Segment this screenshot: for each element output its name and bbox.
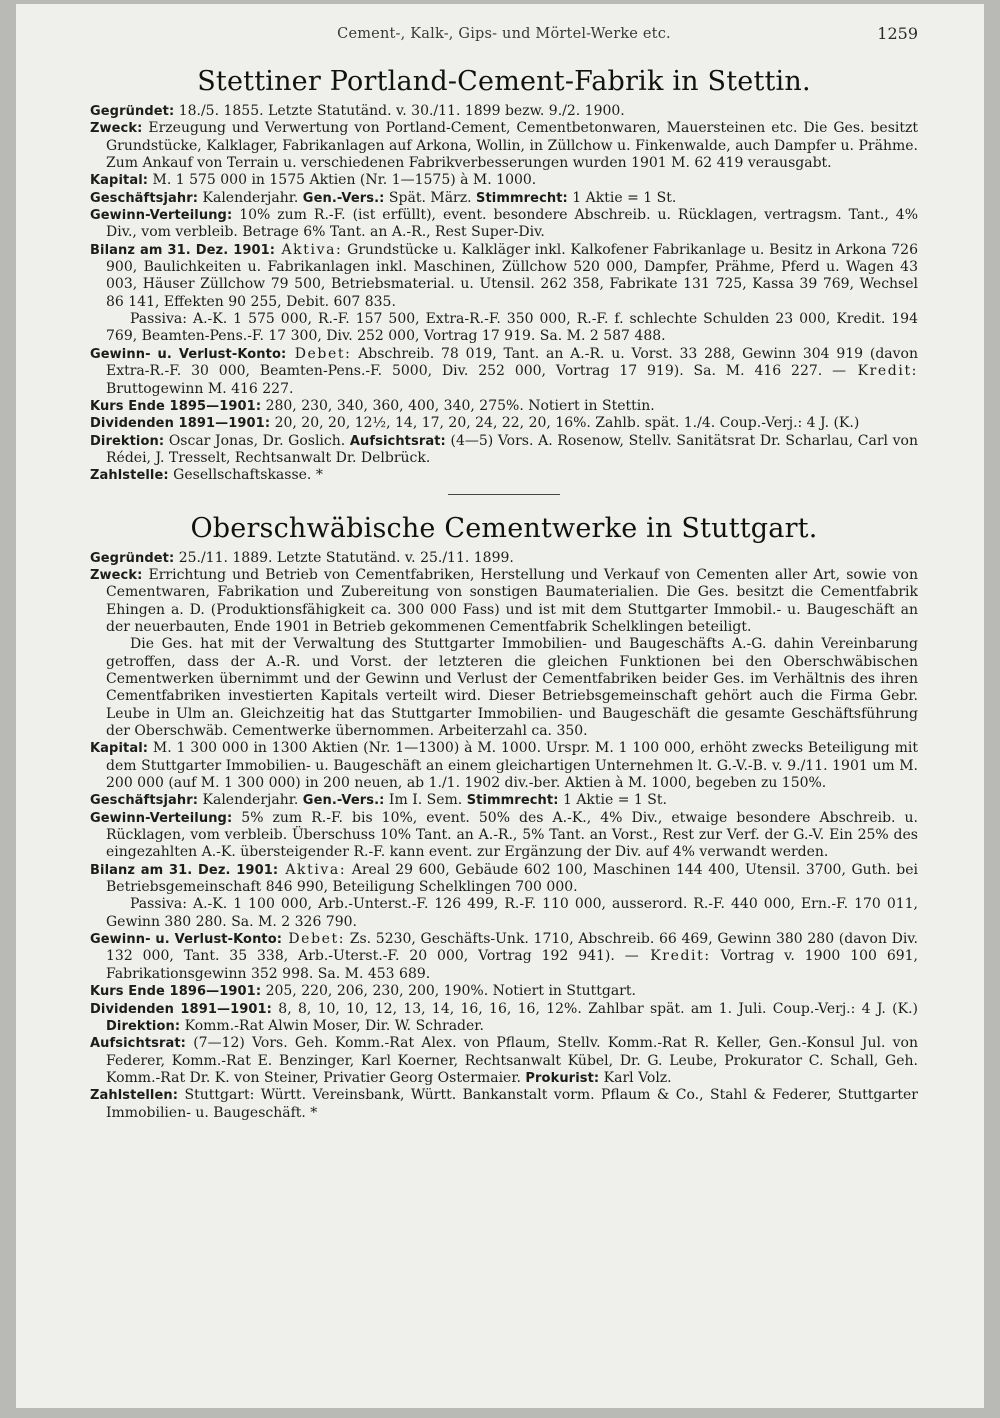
entry-text: Zs. 5230, Geschäfts-Unk. 1710, Abschreib. 66 469, Gewinn 380 280 (davon Div. 132 000, Tant. 35 338, Arb.-Uterst.-F. 20 000, Vortrag 192 941). —: [106, 931, 918, 965]
entry-text: Errichtung und Betrieb von Cementfabriken, Herstellung und Verkauf von Cementen aller Art, sowie von Cementwaren, Fabrikation und Zubereitung von sonstigen Baumaterialien. Die Ges. besitzt die Cementfabrik Ehingen a. D. (Produktionsfähigkeit ca. 300 000 Fass) und ist mit dem Stuttgarter Immobil.- u. Baugeschäft an der neuerbauten, Ende 1901 in Betrieb gekommenen Cementfabrik Schelklingen beteiligt.: [106, 566, 918, 635]
page-number: 1259: [877, 24, 918, 43]
entry-label: Stimmrecht:: [466, 793, 559, 809]
entry-label: Aufsichtsrat:: [90, 1036, 186, 1052]
entry-label: Gewinn- u. Verlust-Konto:: [90, 932, 283, 948]
continuation-entry: [90, 311, 918, 346]
entry-text: 205, 220, 206, 230, 200, 190%. Notiert in Stuttgart.: [261, 983, 636, 1000]
entry-text: 1 Aktie = 1 St.: [558, 792, 667, 809]
entry-item: [90, 242, 918, 311]
running-head: [90, 26, 918, 48]
entry-item: [90, 862, 918, 897]
entry-text: Kalenderjahr.: [198, 792, 303, 809]
entry-label: Stimmrecht:: [476, 190, 568, 206]
entry-label: Kurs Ende 1896—1901:: [90, 984, 262, 1000]
entry-item: [90, 103, 918, 120]
entry-label: Bilanz am 31. Dez. 1901:: [90, 242, 276, 258]
entry-item: [90, 567, 918, 636]
entry-label: Zahlstelle:: [90, 468, 169, 484]
entry-item: [90, 120, 918, 172]
running-title: Cement-, Kalk-, Gips- und Mörtel-Werke etc.: [337, 26, 671, 42]
entry-label: Geschäftsjahr:: [90, 793, 199, 809]
entry-label: Aufsichtsrat:: [349, 433, 446, 449]
entry-text: Kalenderjahr.: [198, 189, 303, 206]
spaced-label: Passiva:: [130, 896, 187, 913]
entry-label: Direktion:: [90, 433, 165, 449]
entry-item: [90, 190, 918, 207]
entry-item: [90, 792, 918, 809]
entry-item: [90, 172, 918, 189]
sections-container: [90, 66, 918, 1122]
entry-item: [90, 1001, 918, 1036]
entry-label: Gen.-Vers.:: [302, 793, 385, 809]
entry-label: Kurs Ende 1895—1901:: [90, 398, 262, 414]
entry-label: Kapital:: [90, 741, 149, 757]
entry-label: Zweck:: [90, 121, 143, 137]
entry-item: [90, 550, 918, 567]
entry-text: 25./11. 1889. Letzte Statutänd. v. 25./11. 1899.: [174, 549, 514, 566]
entry-label: Gegründet:: [90, 550, 175, 566]
entry-label: Kapital:: [90, 173, 149, 189]
entry-label: Gewinn-Verteilung:: [90, 208, 233, 224]
entry-label: Gegründet:: [90, 104, 175, 119]
entry-text: 18./5. 1855. Letzte Statutänd. v. 30./11. 1899 bezw. 9./2. 1900.: [174, 103, 625, 119]
company-heading: Oberschwäbische Cementwerke in Stuttgart.: [190, 512, 818, 544]
entry-text: 1 Aktie = 1 St.: [567, 189, 677, 206]
entry-item: [90, 346, 918, 398]
entry-text: Areal 29 600, Gebäude 602 100, Maschinen 144 400, Utensil. 3700, Guth. bei Betriebsgemeinschaft 846 990, Beteiligung Schelklingen 700 000.: [106, 861, 919, 896]
spaced-label: Debet:: [286, 345, 352, 362]
spaced-label: Aktiva:: [278, 861, 347, 878]
entry-item: [90, 467, 918, 484]
entry-text: A.-K. 1 575 000, R.-F. 157 500, Extra-R.-F. 350 000, R.-F. f. schlechte Schulden 23 000, Kredit. 194 769, Beamten-Pens.-F. 17 300, Div. 252 000, Vortrag 17 919. Sa. M. 2 587 488.: [106, 311, 918, 345]
entry-item: [90, 433, 918, 468]
entry-item: [90, 1035, 918, 1087]
entry-label: Gewinn-Verteilung:: [90, 810, 233, 826]
entry-text: M. 1 300 000 in 1300 Aktien (Nr. 1—1300) à M. 1000. Urspr. M. 1 100 000, erhöht zwecks Beteiligung mit dem Stuttgarter Immobilien- u. Baugeschäft an einem gleichartigen Unternehmen lt. G.-V.-B. v. 9./11. 1901 um M. 200 000 (auf M. 1 300 000) in 200 neuen, ab 1./1. 1902 div.-ber. Aktien à M. 1000, begeben zu 150%.: [106, 740, 918, 792]
spaced-label: Aktiva:: [275, 241, 343, 258]
entry-text: Komm.-Rat Alwin Moser, Dir. W. Schrader.: [180, 1017, 484, 1034]
entry-item: [90, 983, 918, 1000]
entry-label: Zahlstellen:: [90, 1088, 179, 1104]
document-page: [16, 4, 984, 1408]
entry-item: [90, 207, 918, 242]
entry-item: [90, 415, 918, 432]
entry-text: Gesellschaftskasse. *: [168, 467, 323, 484]
section-divider: [448, 494, 560, 495]
entry-label: Dividenden 1891—1901:: [90, 416, 271, 432]
entry-text: (7—12) Vors. Geh. Komm.-Rat Alex. von Pflaum, Stellv. Komm.-Rat R. Keller, Gen.-Konsul Jul. von Federer, Komm.-Rat E. Benzinger, Karl Koerner, Rechtsanwalt Kübel, Dr. G. Leube, Prokurator C. Schall, Geh. Komm.-Rat Dr. K. von Steiner, Privatier Georg Ostermaier.: [106, 1035, 918, 1086]
spaced-label: Passiva:: [130, 311, 187, 328]
entry-label: Gewinn- u. Verlust-Konto:: [90, 346, 287, 362]
paragraph-text: Die Ges. hat mit der Verwaltung des Stuttgarter Immobilien- und Baugeschäfts A.-G. dahin Vereinbarung getroffen, dass der A.-R. und Vorst. der letzteren die gleichen Funktionen bei den Oberschwäbischen Cementwerken übernimmt und der Gewinn und Verlust der Cementfabriken beider Ges. im Verhältnis des ihren Cementfabriken investierten Kapitals verteilt wird. Dieser Betriebsgemeinschaft gehört auch die Firma Gebr. Leube in Ulm an. Gleichzeitig hat das Stuttgarter Immobilien- und Baugeschäft die gesamte Geschäftsführung der Oberschwäb. Cementwerke übernommen. Arbeiterzahl ca. 350.: [106, 636, 918, 739]
entry-text: Karl Volz.: [599, 1069, 672, 1086]
entry-text: 10% zum R.-F. (ist erfüllt), event. besondere Abschreib. u. Rücklagen, vertragsm. Tant., 4% Div., vom verbleib. Betrage 6% Tant. an A.-R., Rest Super-Div.: [106, 207, 918, 241]
entry-text: Grundstücke u. Kalkläger inkl. Kalkofener Fabrikanlage u. Besitz in Arkona 726 900, Baulichkeiten u. Fabrikanlagen inkl. Maschinen, Züllchow 520 000, Dampfer, Prähme, Pferd u. Wagen 43 003, Häuser Züllchow 79 500, Betriebsmaterial. u. Utensil. 262 358, Fabrikate 131 725, Kassa 39 769, Wechsel 86 141, Effekten 90 255, Debit. 607 835.: [106, 241, 918, 310]
entry-text: Abschreib. 78 019, Tant. an A.-R. u. Vorst. 33 288, Gewinn 304 919 (davon Extra-R.-F. 30 000, Beamten-Pens.-F. 5000, Div. 252 000, Vortrag 17 919). Sa. M. 416 227. —: [106, 345, 918, 380]
entry-text: 20, 20, 20, 12½, 14, 17, 20, 24, 22, 20, 16%. Zahlb. spät. 1./4. Coup.-Verj.: 4 J. (K.): [270, 415, 860, 432]
spaced-label: Kredit:: [846, 363, 918, 380]
entry-label: Bilanz am 31. Dez. 1901:: [90, 862, 279, 878]
continuation-entry: [90, 896, 918, 931]
entry-text: Erzeugung und Verwertung von Portland-Cement, Cementbetonwaren, Mauersteinen etc. Die Ges. besitzt Grundstücke, Kalklager, Fabrikanlagen auf Arkona, Wollin, in Züllchow u. Finkenwalde, auch Dampfer u. Prähme. Zum Ankauf von Terrain u. verschiedenen Fabrikverbesserungen wurden 1901 M. 62 419 verausgabt.: [106, 120, 918, 172]
entry-label: Prokurist:: [525, 1070, 600, 1086]
entry-label: Geschäftsjahr:: [90, 190, 199, 206]
entry-item: [90, 740, 918, 792]
entry-text: 280, 230, 340, 360, 400, 340, 275%. Notiert in Stettin.: [261, 397, 655, 414]
entry-item: [90, 931, 918, 983]
body-paragraph: [90, 636, 918, 740]
entry-item: [90, 810, 918, 862]
entry-label: Direktion:: [106, 1018, 181, 1034]
entry-label: Zweck:: [90, 567, 143, 583]
entry-text: A.-K. 1 100 000, Arb.-Unterst.-F. 126 499, R.-F. 110 000, ausserord. R.-F. 440 000, Ern.-F. 170 011, Gewinn 380 280. Sa. M. 2 326 790.: [106, 896, 918, 930]
entry-item: [90, 1087, 918, 1122]
entry-text: Vortrag v. 1900 100 691, Fabrikationsgewinn 352 998. Sa. M. 453 689.: [106, 948, 918, 982]
entry-text: Im I. Sem.: [384, 792, 467, 809]
entry-text: M. 1 575 000 in 1575 Aktien (Nr. 1—1575) à M. 1000.: [148, 172, 537, 189]
entry-text: Spät. März.: [384, 189, 477, 206]
entry-text: Oscar Jonas, Dr. Goslich.: [164, 432, 350, 449]
spaced-label: Kredit:: [638, 948, 711, 965]
entry-item: [90, 398, 918, 415]
entry-text: Bruttogewinn M. 416 227.: [106, 380, 294, 397]
entry-label: Gen.-Vers.:: [302, 190, 385, 206]
entry-text: 5% zum R.-F. bis 10%, event. 50% des A.-K., 4% Div., etwaige besondere Abschreib. u. Rücklagen, vom verbleib. Überschuss 10% Tant. an A.-R., 5% Tant. an Vorst., Rest zur Verf. der G.-V. Ein 25% des eingezahlten A.-K. übersteigender R.-F. kann event. zur Ergänzung der Div. auf 4% verwandt werden.: [106, 809, 918, 861]
company-heading: Stettiner Portland-Cement-Fabrik in Stettin.: [197, 66, 811, 97]
entry-label: Dividenden 1891—1901:: [90, 1001, 272, 1017]
entry-text: Stuttgart: Württ. Vereinsbank, Württ. Bankanstalt vorm. Pflaum & Co., Stahl & Federer, Stuttgarter Immobilien- u. Baugeschäft. *: [106, 1087, 918, 1121]
entry-text: (4—5) Vors. A. Rosenow, Stellv. Sanitätsrat Dr. Scharlau, Carl von Rédei, J. Tresselt, Rechtsanwalt Dr. Delbrück.: [106, 432, 918, 466]
entry-text: 8, 8, 10, 10, 12, 13, 14, 16, 16, 16, 12%. Zahlbar spät. am 1. Juli. Coup.-Verj.: 4 J. (K.): [271, 1000, 918, 1017]
spaced-label: Debet:: [282, 931, 346, 948]
